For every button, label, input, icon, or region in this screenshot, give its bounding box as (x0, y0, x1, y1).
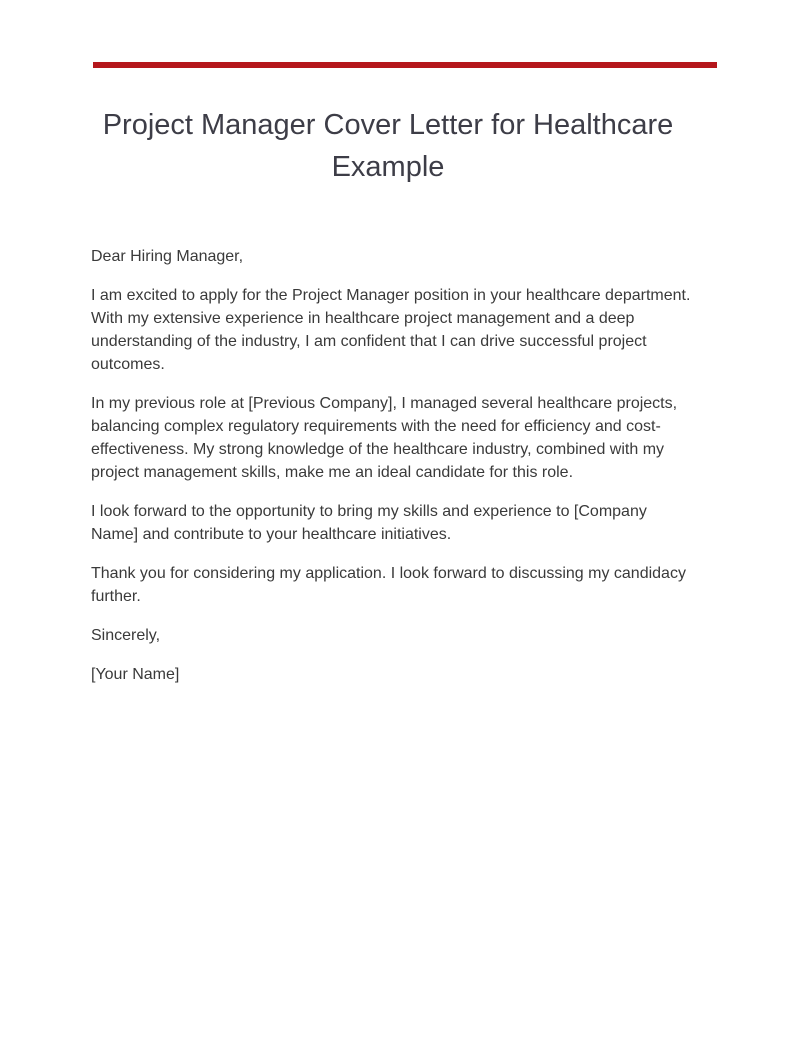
paragraph-intro: I am excited to apply for the Project Manager position in your healthcare department. With my extensive experience in healthcare project management and a deep understanding of the industry, I am confident that I can drive successful project outcomes. (91, 287, 691, 373)
letter-body (91, 245, 691, 702)
paragraph-thanks: Thank you for considering my application. I look forward to discussing my candidacy further. (91, 565, 686, 605)
signature: [Your Name] (91, 666, 180, 683)
closing: Sincerely, (91, 627, 161, 644)
header-accent-rule (93, 62, 717, 68)
paragraph-opportunity: I look forward to the opportunity to bring my skills and experience to [Company Name] and contribute to your healthcare initiatives. (91, 503, 647, 543)
salutation: Dear Hiring Manager, (91, 248, 244, 265)
document-title: Project Manager Cover Letter for Healthcare Example (102, 109, 674, 183)
paragraph-experience: In my previous role at [Previous Company], I managed several healthcare projects, balancing complex regulatory requirements with the need for efficiency and cost-effectiveness. My strong knowledge of the healthcare industry, combined with my project management skills, make me an ideal candidate for this role. (91, 395, 678, 481)
